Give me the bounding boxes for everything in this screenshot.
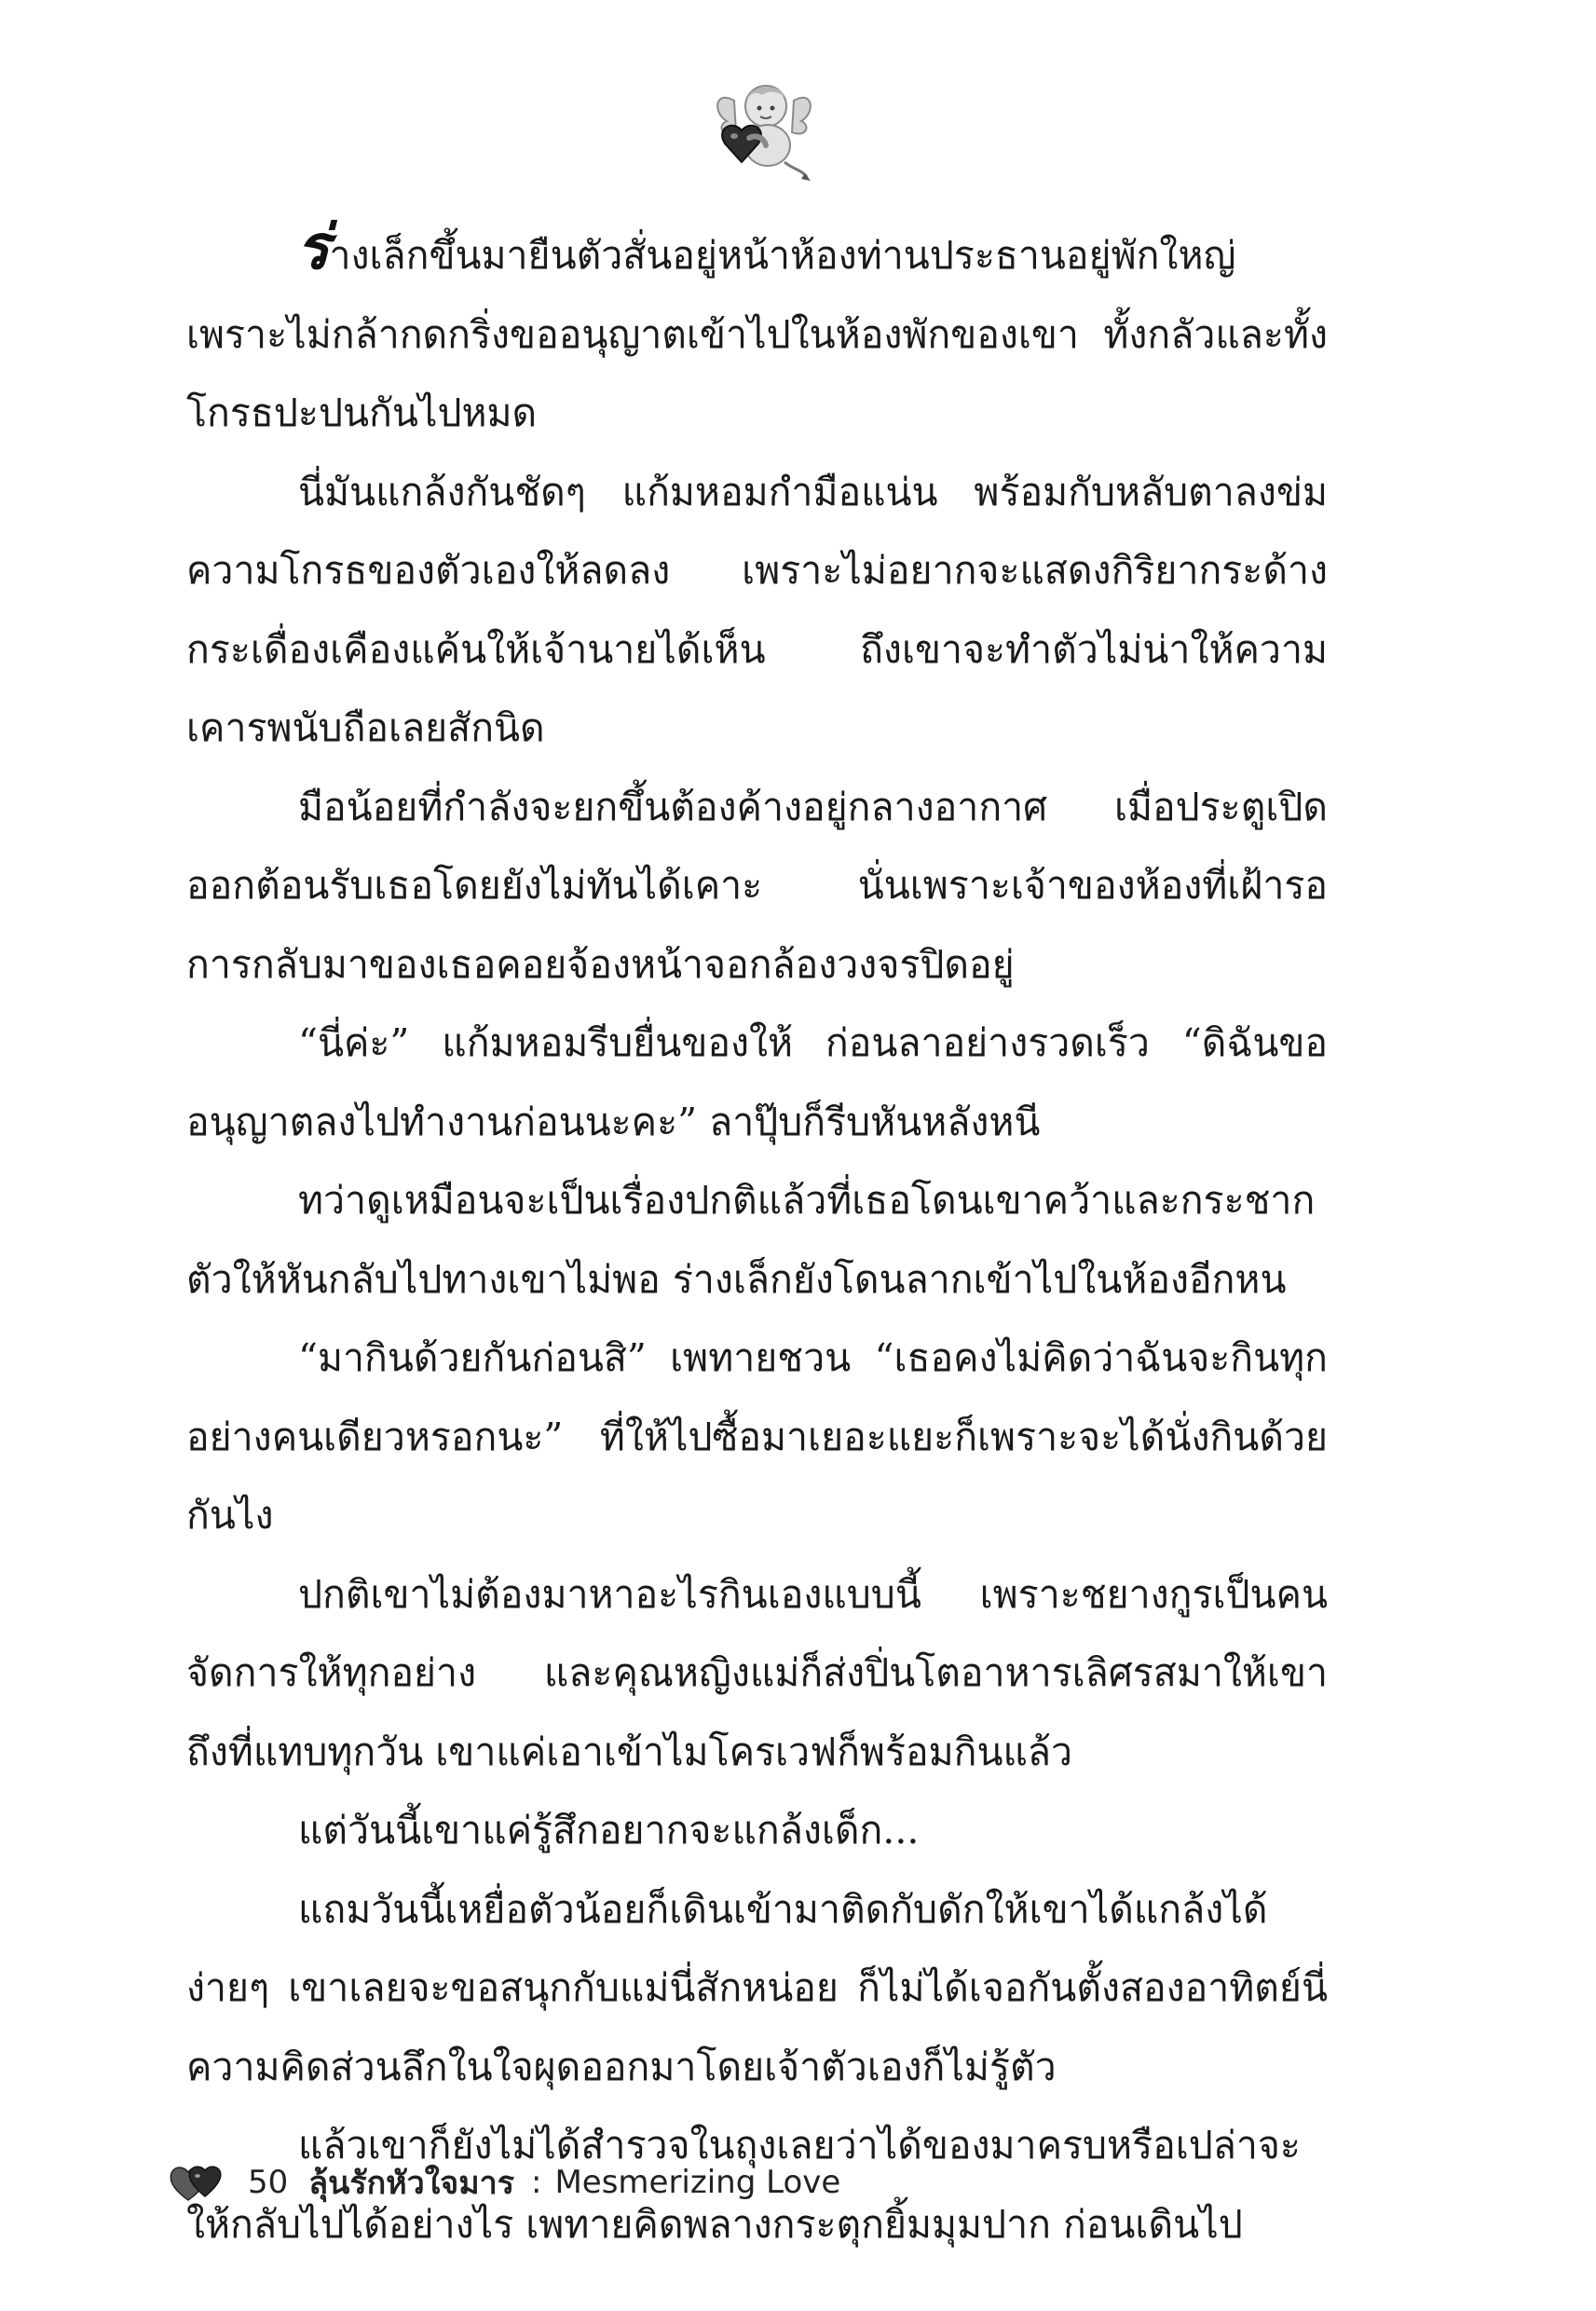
paragraph: แล้วเขาก็ยังไม่ได้สำรวจในถุงเลยว่าได้ของมาครบหรือเปล่าจะให้กลับไปได้อย่างไร เพทายคิดพลางกระตุกยิ้มมุมปาก ก่อนเดินไป bbox=[186, 2123, 1301, 2247]
book-subtitle: Mesmerizing Love bbox=[554, 2164, 841, 2201]
paragraph: มือน้อยที่กำลังจะยกขึ้นต้องค้างอยู่กลางอากาศ เมื่อประตูเปิดออกต้อนรับเธอโดยยังไม่ทันได้เคาะ นั่นเพราะเจ้าของห้องที่เฝ้ารอการกลับมาของเธอคอยจ้องหน้าจอกล้องวงจรปิดอยู่ bbox=[186, 784, 1328, 987]
paragraph: “นี่ค่ะ” แก้มหอมรีบยื่นของให้ ก่อนลาอย่างรวดเร็ว “ดิฉันขออนุญาตลงไปทำงานก่อนนะคะ” ลาปุ๊บก็รีบหันหลังหนี bbox=[186, 1020, 1328, 1144]
story-text bbox=[186, 212, 1328, 2263]
book-title: ลุ้นรักหัวใจมาร bbox=[308, 2165, 514, 2202]
title-separator: : bbox=[530, 2164, 542, 2201]
paragraph: “มากินด้วยกันก่อนสิ” เพทายชวน “เธอคงไม่คิดว่าฉันจะกินทุกอย่างคนเดียวหรอกนะ” ที่ให้ไปซื้อมาเยอะแยะก็เพราะจะได้นั่งกินด้วยกันไง bbox=[186, 1335, 1328, 1538]
paragraph: ทว่าดูเหมือนจะเป็นเรื่องปกติแล้วที่เธอโดนเขาคว้าและกระชากตัวให้หันกลับไปทางเขาไม่พอ ร่างเล็กยังโดนลากเข้าไปในห้องอีกหน bbox=[186, 1178, 1316, 1302]
paragraph bbox=[186, 212, 1328, 453]
drop-cap: ร่ bbox=[296, 212, 330, 283]
page-number: 50 bbox=[248, 2164, 289, 2201]
paragraph: นี่มันแกล้งกันชัดๆ แก้มหอมกำมือแน่น พร้อมกับหลับตาลงข่มความโกรธของตัวเองให้ลดลง เพราะไม่อยากจะแสดงกิริยากระด้างกระเดื่องเคืองแค้นให้เจ้านายได้เห็น ถึงเขาจะทำตัวไม่น่าให้ความเคารพนับถือเลยสักนิด bbox=[186, 469, 1328, 750]
paragraph: ปกติเขาไม่ต้องมาหาอะไรกินเองแบบนี้ เพราะชยางกูรเป็นคนจัดการให้ทุกอย่าง และคุณหญิงแม่ก็ส่งปิ่นโตอาหารเลิศรสมาให้เขาถึงที่แทบทุกวัน เขาแค่เอาเข้าไมโครเวฟก็พร้อมกินแล้ว bbox=[186, 1571, 1328, 1774]
cupid-with-heart-icon bbox=[708, 73, 820, 185]
paragraph-text: างเล็กขึ้นมายืนตัวสั่นอยู่หน้าห้องท่านประธานอยู่พักใหญ่เพราะไม่กล้ากดกริ่งขออนุญาตเข้าไปในห้องพักของเขา ทั้งกลัวและทั้งโกรธปะปนกันไปหมด bbox=[186, 233, 1328, 435]
paragraph: แถมวันนี้เหยื่อตัวน้อยก็เดินเข้ามาติดกับดักให้เขาได้แกล้งได้ง่ายๆ เขาเลยจะขอสนุกกับแม่นี่สักหน่อย ก็ไม่ได้เจอกันตั้งสองอาทิตย์นี่ความคิดส่วนลึกในใจผุดออกมาโดยเจ้าตัวเองก็ไม่รู้ตัว bbox=[186, 1886, 1328, 2089]
page-footer bbox=[168, 2154, 840, 2210]
two-hearts-icon bbox=[168, 2161, 225, 2204]
paragraph: แต่วันนี้เขาแค่รู้สึกอยากจะแกล้งเด็ก... bbox=[298, 1808, 920, 1853]
